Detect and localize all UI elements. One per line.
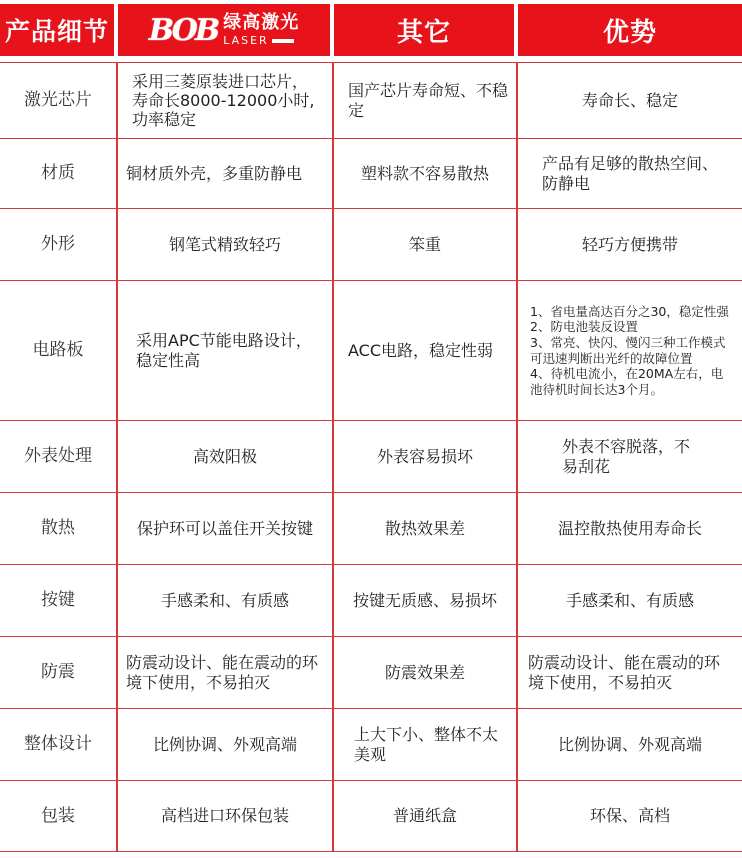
header-product-details: 产品细节 <box>0 4 114 56</box>
row-label: 散热 <box>41 518 75 539</box>
header-others: 其它 <box>334 4 514 56</box>
logo-mark: BOB <box>148 12 218 48</box>
bob-cell: 采用三菱原装进口芯片，寿命长8000-12000小时,功率稳定 <box>132 71 315 130</box>
table-row <box>0 636 742 708</box>
advantage-cell: 1、省电量高达百分之30，稳定性强 2、防电池装反设置 3、常亮、快闪、慢闪三种工作模式可迅速判断出光纤的故障位置 4、待机电流小，在20MA左右，电池待机时间长达3个月。 <box>530 303 729 397</box>
table-row <box>0 564 742 636</box>
row-label: 外表处理 <box>24 446 92 467</box>
row-label: 包装 <box>41 805 75 826</box>
comparison-table <box>0 62 742 852</box>
row-label: 按键 <box>41 590 75 611</box>
header-advantages: 优势 <box>518 4 742 56</box>
advantage-cell: 手感柔和、有质感 <box>565 590 694 610</box>
advantage-cell: 温控散热使用寿命长 <box>557 518 702 538</box>
table-row <box>0 62 742 138</box>
table-row <box>0 420 742 492</box>
logo-english-name: LASER <box>223 34 269 47</box>
table-row <box>0 138 742 208</box>
advantage-cell: 环保、高档 <box>589 806 670 826</box>
table-row <box>0 708 742 780</box>
row-label: 外形 <box>41 234 75 255</box>
other-cell: 上大下小、整体不太美观 <box>354 725 499 764</box>
bob-cell: 采用APC节能电路设计，稳定性高 <box>136 331 312 370</box>
logo-bars-icon <box>272 39 294 43</box>
bob-cell: 比例协调、外观高端 <box>152 734 297 754</box>
advantage-cell: 轻巧方便携带 <box>581 234 678 254</box>
other-cell: 普通纸盒 <box>392 806 457 826</box>
row-label: 材质 <box>41 163 75 184</box>
other-cell: 国产芯片寿命短、不稳定 <box>348 81 509 120</box>
table-row <box>0 208 742 280</box>
other-cell: ACC电路，稳定性弱 <box>348 340 494 360</box>
bob-cell: 钢笔式精致轻巧 <box>168 234 281 254</box>
row-label: 整体设计 <box>24 734 92 755</box>
other-cell: 笨重 <box>408 234 441 254</box>
bob-cell: 铜材质外壳，多重防静电 <box>126 163 303 183</box>
brand-logo <box>149 13 299 48</box>
advantage-cell: 寿命长、稳定 <box>581 90 678 110</box>
other-cell: 散热效果差 <box>384 518 465 538</box>
other-cell: 防震效果差 <box>384 662 465 682</box>
advantage-cell: 比例协调、外观高端 <box>557 734 702 754</box>
advantage-cell: 外表不容脱落，不易刮花 <box>562 437 691 476</box>
row-label: 激光芯片 <box>24 90 92 111</box>
bob-cell: 高档进口环保包装 <box>160 806 289 826</box>
advantage-cell: 产品有足够的散热空间、防静电 <box>542 154 719 193</box>
table-row <box>0 492 742 564</box>
bob-cell: 高效阳极 <box>192 446 257 466</box>
other-cell: 塑料款不容易散热 <box>360 163 489 183</box>
bob-cell: 防震动设计、能在震动的环境下使用，不易拍灭 <box>126 653 319 692</box>
bob-cell: 保护环可以盖住开关按键 <box>136 518 313 538</box>
table-header <box>0 0 742 60</box>
header-brand-logo <box>118 4 330 56</box>
advantage-cell: 防震动设计、能在震动的环境下使用，不易拍灭 <box>528 653 721 692</box>
bob-cell: 手感柔和、有质感 <box>160 590 289 610</box>
other-cell: 按键无质感、易损坏 <box>352 590 497 610</box>
row-label: 电路板 <box>32 340 84 361</box>
table-row <box>0 780 742 852</box>
other-cell: 外表容易损坏 <box>376 446 473 466</box>
row-label: 防震 <box>41 662 75 683</box>
logo-chinese-name: 绿高激光 <box>223 12 300 33</box>
table-row <box>0 280 742 420</box>
